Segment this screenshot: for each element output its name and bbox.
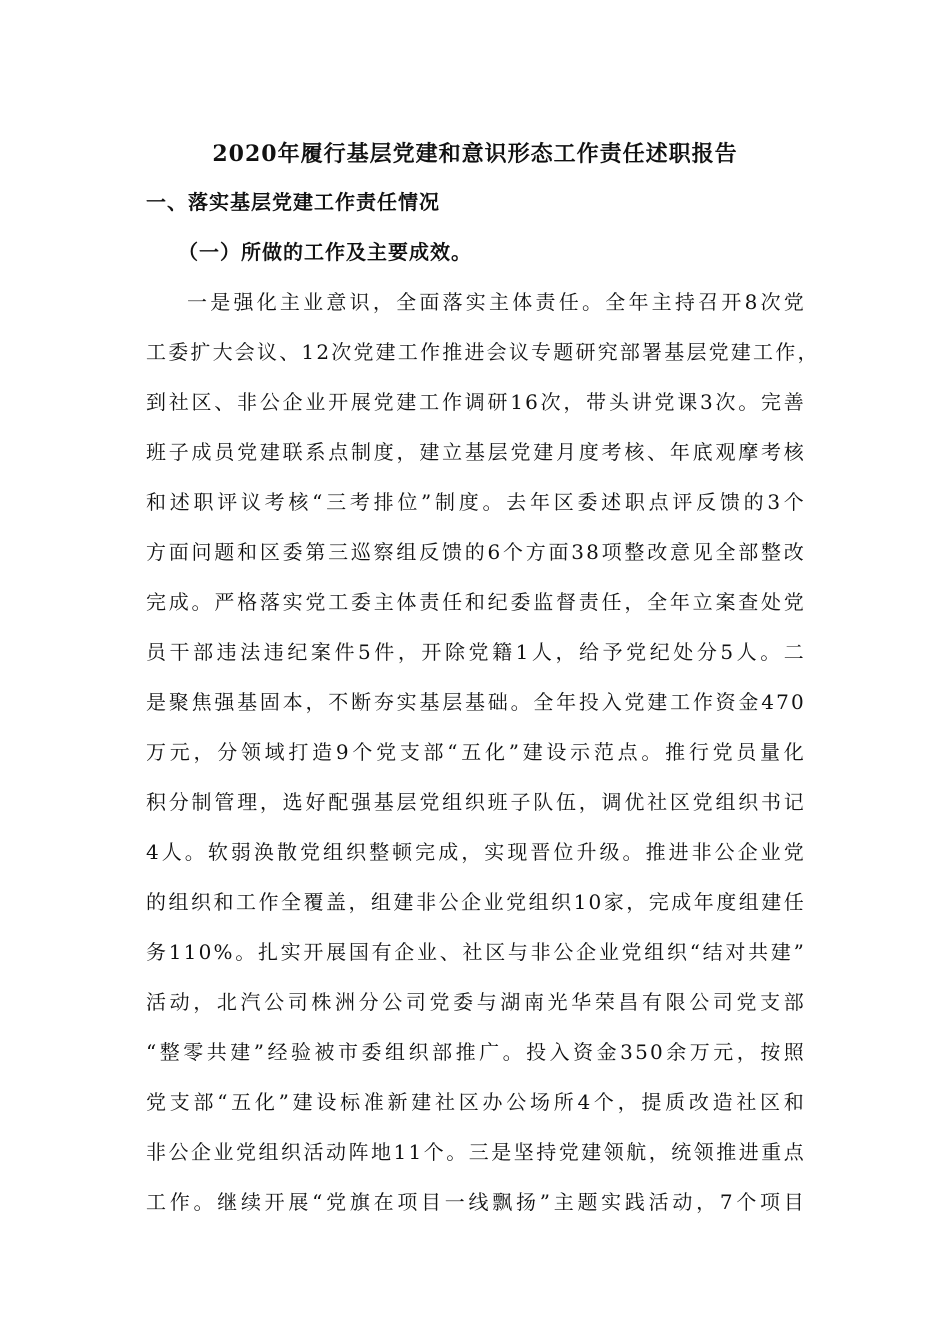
paragraph-line: 工委扩大会议、12次党建工作推进会议专题研究部署基层党建工作，	[146, 340, 820, 364]
paragraph-line: 完成。严格落实党工委主体责任和纪委监督责任，全年立案查处党	[146, 590, 806, 614]
document-title: 2020年履行基层党建和意识形态工作责任述职报告	[212, 141, 738, 167]
paragraph-line: 和述职评议考核“三考排位”制度。去年区委述职点评反馈的3个	[146, 490, 806, 514]
paragraph-line: “整零共建”经验被市委组织部推广。投入资金350余万元，按照	[146, 1040, 806, 1064]
paragraph-line: 活动，北汽公司株洲分公司党委与湖南光华荣昌有限公司党支部	[146, 990, 806, 1014]
paragraph-line: 的组织和工作全覆盖，组建非公企业党组织10家，完成年度组建任	[146, 890, 806, 914]
paragraph-line: 员干部违法违纪案件5件，开除党籍1人，给予党纪处分5人。二	[146, 640, 806, 664]
paragraph-line: 务110%。扎实开展国有企业、社区与非公企业党组织“结对共建”	[146, 940, 806, 964]
paragraph-line: 一是强化主业意识，全面落实主体责任。全年主持召开8次党	[187, 290, 806, 314]
paragraph-line: 党支部“五化”建设标准新建社区办公场所4个，提质改造社区和	[146, 1090, 806, 1114]
paragraph-line: 积分制管理，选好配强基层党组织班子队伍，调优社区党组织书记	[146, 790, 806, 814]
paragraph-line: 工作。继续开展“党旗在项目一线飘扬”主题实践活动，7个项目	[146, 1190, 806, 1214]
paragraph-line: 班子成员党建联系点制度，建立基层党建月度考核、年底观摩考核	[146, 440, 806, 464]
paragraph-line: 非公企业党组织活动阵地11个。三是坚持党建领航，统领推进重点	[146, 1140, 806, 1164]
paragraph-line: 方面问题和区委第三巡察组反馈的6个方面38项整改意见全部整改	[146, 540, 806, 564]
subsection-heading: （一）所做的工作及主要成效。	[178, 240, 472, 264]
paragraph-line: 4人。软弱涣散党组织整顿完成，实现晋位升级。推进非公企业党	[146, 840, 806, 864]
paragraph-line: 万元，分领域打造9个党支部“五化”建设示范点。推行党员量化	[146, 740, 806, 764]
paragraph-line: 到社区、非公企业开展党建工作调研16次，带头讲党课3次。完善	[146, 390, 806, 414]
section-heading: 一、落实基层党建工作责任情况	[146, 190, 440, 214]
paragraph-line: 是聚焦强基固本，不断夯实基层基础。全年投入党建工作资金470	[146, 690, 806, 714]
